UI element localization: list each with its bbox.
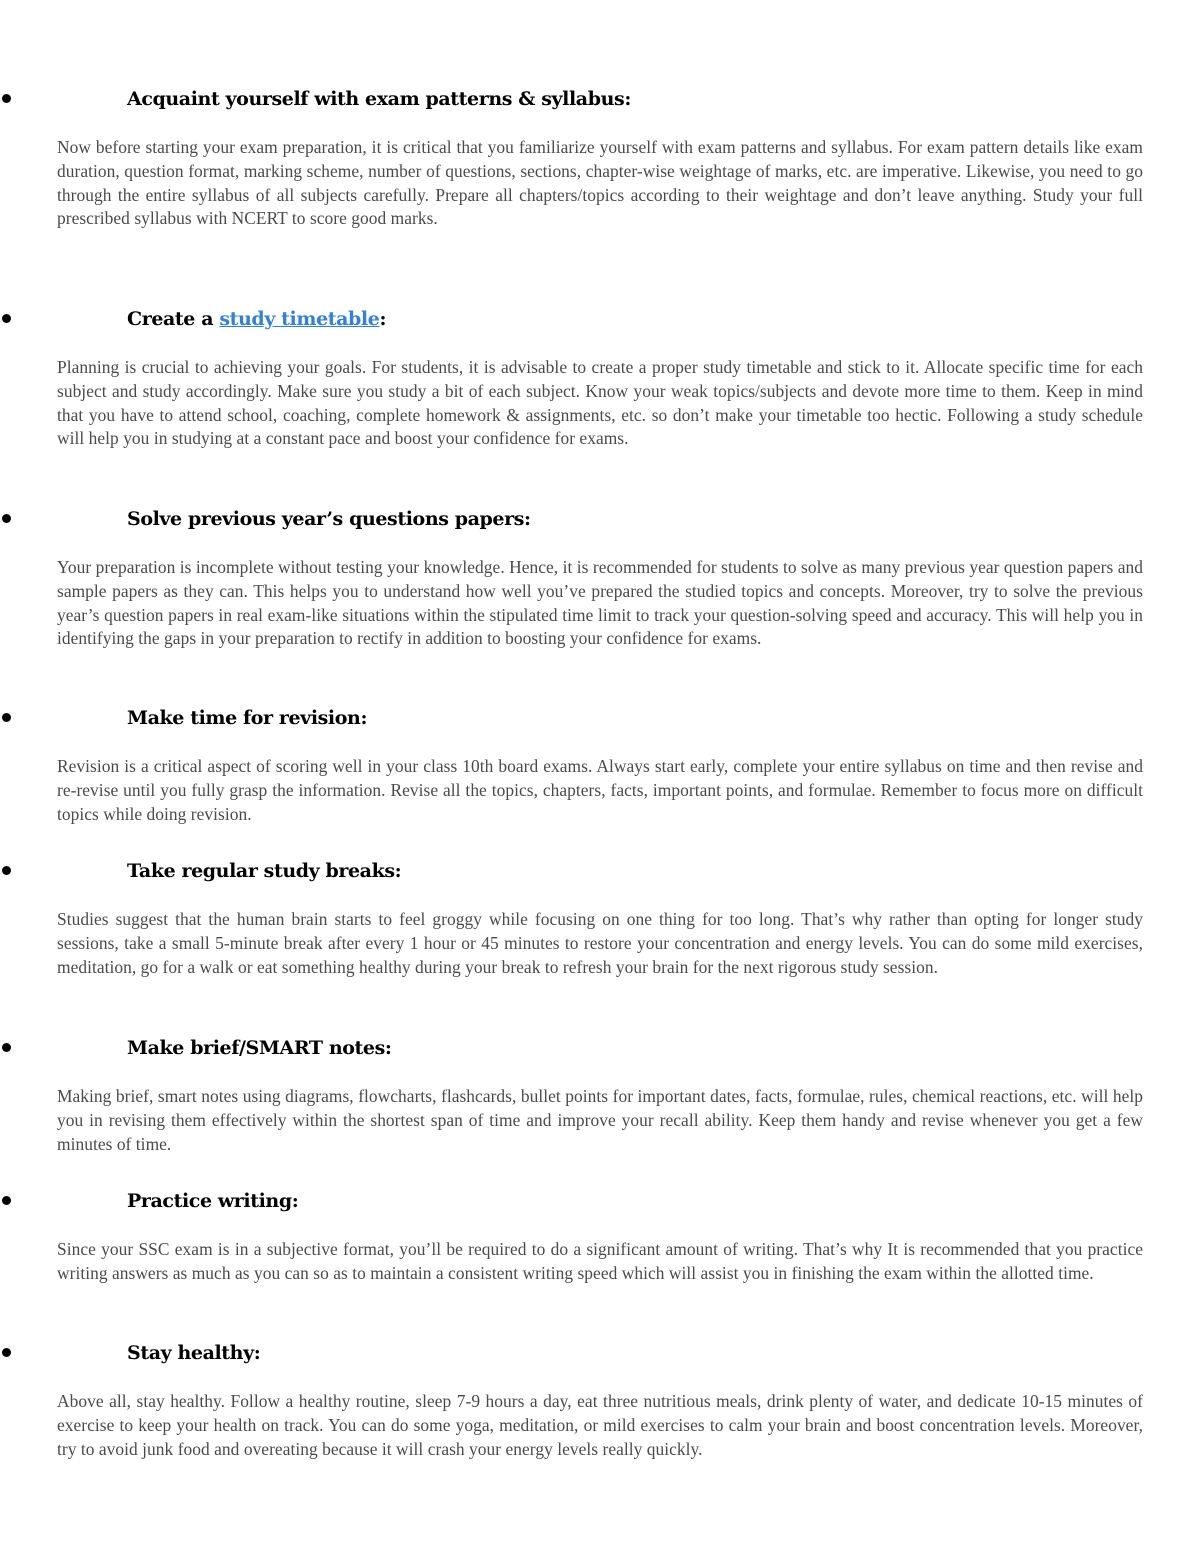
section-heading: Stay healthy: (127, 1342, 261, 1364)
section-heading: Acquaint yourself with exam patterns & syllabus: (127, 88, 631, 110)
bullet-icon (2, 713, 11, 722)
section-paragraph: Making brief, smart notes using diagrams, flowcharts, flashcards, bullet points for important dates, facts, formulae, rules, chemical reactions, etc. will help you in revising them effectively within the shortest span of time and improve your recall ability. Keep them handy and revise whenever you get a few minutes of time. (57, 1086, 1143, 1154)
study-timetable-link[interactable]: study timetable (219, 308, 380, 330)
heading-row (0, 84, 1200, 114)
heading-row (0, 304, 1200, 334)
section-revision (0, 703, 1200, 824)
section-paragraph: Since your SSC exam is in a subjective format, you’ll be required to do a significant amount of writing. That’s why It is recommended that you practice writing answers as much as you can so as to maintain a consistent writing speed which will assist you in finishing the exam within the allotted time. (57, 1239, 1143, 1283)
heading-row (0, 856, 1200, 886)
bullet-icon (2, 94, 11, 103)
section-heading: Practice writing: (127, 1190, 299, 1212)
bullet-icon (2, 1196, 11, 1205)
section-previous-papers (0, 504, 1200, 649)
bullet-icon (2, 314, 11, 323)
section-stay-healthy (0, 1338, 1200, 1459)
section-paragraph: Now before starting your exam preparation, it is critical that you familiarize yourself with exam patterns and syllabus. For exam pattern details like exam duration, question format, marking scheme, number of questions, sections, chapter-wise weightage of marks, etc. are imperative. Likewise, you need to go through the entire syllabus of all subjects carefully. Prepare all chapters/topics according to their weightage and don’t leave anything. Study your full prescribed syllabus with NCERT to score good marks. (57, 137, 1143, 229)
section-paragraph: Above all, stay healthy. Follow a healthy routine, sleep 7-9 hours a day, eat three nutritious meals, drink plenty of water, and dedicate 10-15 minutes of exercise to keep your health on track. You can do some yoga, meditation, or mild exercises to calm your brain and boost concentration levels. Moreover, try to avoid junk food and overeating because it will crash your energy levels really quickly. (57, 1391, 1143, 1459)
section-paragraph: Your preparation is incomplete without testing your knowledge. Hence, it is recommended for students to solve as many previous year question papers and sample papers as they can. This helps you to understand how well you’ve prepared the studied topics and concepts. Moreover, try to solve the previous year’s question papers in real exam-like situations within the stipulated time limit to track your question-solving speed and accuracy. This will help you in identifying the gaps in your preparation to rectify in addition to boosting your confidence for exams. (57, 557, 1143, 649)
section-heading: Make brief/SMART notes: (127, 1037, 392, 1059)
section-heading: Make time for revision: (127, 707, 368, 729)
heading-row (0, 1186, 1200, 1216)
section-exam-patterns (0, 84, 1200, 229)
bullet-icon (2, 514, 11, 523)
heading-prefix: Create a (127, 308, 220, 330)
section-paragraph: Studies suggest that the human brain starts to feel groggy while focusing on one thing for too long. That’s why rather than opting for longer study sessions, take a small 5-minute break after every 1 hour or 45 minutes to restore your concentration and energy levels. You can do some mild exercises, meditation, go for a walk or eat something healthy during your break to refresh your brain for the next rigorous study session. (57, 909, 1143, 977)
heading-row (0, 1033, 1200, 1063)
section-heading: Take regular study breaks: (127, 860, 402, 882)
bullet-icon (2, 1348, 11, 1357)
section-paragraph: Revision is a critical aspect of scoring well in your class 10th board exams. Always start early, complete your entire syllabus on time and then revise and re-revise until you fully grasp the information. Revise all the topics, chapters, facts, important points, and formulae. Remember to focus more on difficult topics while doing revision. (57, 756, 1143, 824)
heading-row (0, 703, 1200, 733)
bullet-icon (2, 1043, 11, 1052)
section-heading: Solve previous year’s questions papers: (127, 508, 531, 530)
section-practice-writing (0, 1186, 1200, 1283)
section-notes (0, 1033, 1200, 1154)
section-paragraph: Planning is crucial to achieving your goals. For students, it is advisable to create a proper study timetable and stick to it. Allocate specific time for each subject and study accordingly. Make sure you study a bit of each subject. Know your weak topics/subjects and devote more time to them. Keep in mind that you have to attend school, coaching, complete homework & assignments, etc. so don’t make your timetable too hectic. Following a study schedule will help you in studying at a constant pace and boost your confidence for exams. (57, 357, 1143, 449)
heading-suffix: : (379, 308, 387, 330)
bullet-icon (2, 866, 11, 875)
section-heading (127, 306, 386, 332)
section-study-breaks (0, 856, 1200, 977)
heading-row (0, 504, 1200, 534)
section-study-timetable (0, 304, 1200, 449)
heading-row (0, 1338, 1200, 1368)
